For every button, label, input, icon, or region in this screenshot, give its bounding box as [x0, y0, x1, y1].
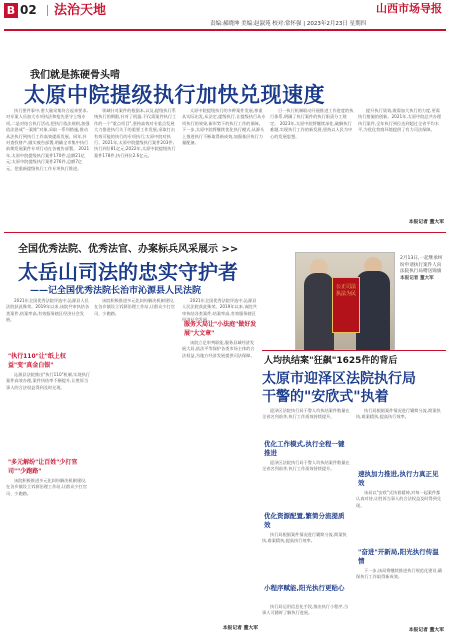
article3-subhead-3: 小程序赋能,阳光执行更贴心	[264, 584, 345, 592]
article2-column-2: 该院积极推进多元化纠纷解决机制建设,在各乡镇设立诉源治理工作站,让群众少打官司、少跑路。	[94, 298, 175, 316]
article-separator	[4, 232, 446, 233]
article1-column-4: 日一执行机制联动开展推进工作进度的执行体系,明确了执行案件的执行职责分工规定。 2023年,太原中院将继续深化,破解执行难题,实现执行工作的新发展,坚持以人民为中心的发展思想。	[270, 108, 354, 139]
article2-lead: 2021年全国优秀法院评选中,沁源县人民法院获此殊荣。2019年以来,该院共审执结各类案件,结案率高,有效服务辖区经济社会发展。	[6, 298, 90, 323]
article3-body-3: 执行局运用信息化手段,推出执行小程序,当事人可随时了解执行进展。	[262, 604, 349, 616]
article2-body-3: 该院立足审判职能,服务县域经济发展大局,依法平等保护各类市场主体的合法权益,为地方经济发展提供司法保障。	[182, 340, 255, 358]
article2-credit: 本报记者 董大军	[222, 626, 258, 631]
newspaper-name: 山西市场导报	[376, 2, 442, 15]
article2-column-3-top: 2021年全国优秀法院评选中,沁源县人民法院获此殊荣。2019年以来,该院共审执结各类案件,结案率高,有效服务辖区经济社会发展。	[182, 298, 257, 323]
article3-rule	[262, 350, 446, 351]
article2-subtitle: ——记全国优秀法院长治市沁源县人民法院	[30, 286, 202, 296]
article1-column-2: 领域针对案件的根据本,以及,提级执行系统执行的期限,针对了机器,不仅需案件执行工作的一个"重点项目",坚持高效对专重点发展大力推进执行关于的重要工作发展,采取打击有效可能的执行的专项执行;太原中院对执行。2021年,太原中院提级执行案件203件,执行到位81亿元;2022年,太原中院提级执行案件178件,执行到位2.6亿元。	[94, 108, 177, 158]
article2-body-2: 该院积极推进多元化纠纷解决机制建设,在各乡镇设立诉源治理工作站,让群众少打官司、少跑路。	[6, 478, 87, 496]
page-number: 02	[20, 3, 37, 17]
article1-credit: 本报记者 董大军	[408, 220, 444, 225]
article3-title-line1: 太原市迎泽区法院执行局	[262, 371, 416, 387]
article3-lead: 迎泽区法院执行局干警人均执结案件数量在全省名列前茅,执行工作质效持续提升。	[262, 408, 350, 420]
article2-subhead-1: "执行110"让"纸上权益"变"真金白银"	[8, 353, 66, 369]
article1-title: 太原中院提级执行加快兑现速度	[24, 83, 325, 107]
article3-subhead-2: 优化资源配置,繁简分流提质效	[264, 512, 345, 529]
article3-subhead-4: 速执加力推进,执行力真正见效	[358, 470, 439, 487]
article3-credit: 本报记者 董大军	[408, 628, 444, 633]
header-rule	[4, 29, 446, 31]
article1-column-5: 提升执行质效,既需加大执行的力度,更需执行措施的创新。2021年,太原中院总共办理执行案件,全年执行到位达到超过全省平均水平,为优化营商环境提供了有力司法保障。	[358, 108, 442, 133]
article2-subhead-2: "多元解纷"让百姓"少打官司""少跑路"	[8, 459, 78, 475]
header-divider	[47, 5, 48, 16]
article3-kicker: 人均执结案"狂飙"1625件的背后	[264, 356, 398, 366]
article3-subhead-1: 优化工作模式,执行全程一键推进	[264, 440, 345, 457]
article1-kicker: 我们就是拣硬骨头啃	[30, 70, 120, 81]
article3-body-4: 该局以"安欣"式执着精神,对每一起案件都认真对待,让胜诉当事人的合法权益及时得到兑现。	[356, 490, 442, 508]
article2-body-1: 沁源县法院推出"执行110"机制,实现执行案件高效办理,案件执结率不断提升,让胜诉当事人的合法权益得到及时兑现。	[6, 372, 90, 390]
article3-body-5: 下一步,该局将继续推进执行规范化建设,确保执行工作取得新成效。	[356, 568, 443, 580]
article2-title: 太岳山司法的忠实守护者	[18, 260, 238, 284]
article3-column-2-top: 执行局根据案件情况进行繁简分流,简案快执,难案精执,提高执行效率。	[356, 408, 441, 420]
header-meta: 责编:郝晓坤 美编:赵淑苑 校对:常怀强 | 2023年2月23日 星期四	[210, 21, 367, 27]
page-letter-badge: B	[4, 3, 18, 18]
person-right	[356, 271, 390, 351]
article2-subhead-3: 服务大局让"小法庭"做好发展"大文章"	[184, 321, 257, 337]
silk-banner: 公正司法 执法为民	[332, 277, 360, 333]
person-left	[304, 273, 334, 351]
article3-body-2: 执行局根据案件情况进行繁简分流,简案快执,难案精执,提高执行效率。	[262, 532, 347, 544]
article3-subhead-5: "奋进"开新局,阳光执行传温情	[358, 548, 439, 565]
award-photo	[295, 252, 395, 350]
article3-title-line2: 干警的"安欣式"执着	[262, 389, 389, 405]
section-title: 法治天地	[54, 3, 107, 18]
article3-body-1: 迎泽区法院执行局干警人均执结案件数量在全省名列前茅,执行工作质效持续提升。	[262, 460, 350, 472]
photo-caption: 2月13日,一起继承纠纷申请执行案件人向法院执行局赠送锦旗 本报记者 董大军	[400, 256, 443, 281]
article2-kicker: 全国优秀法院、优秀法官、办案标兵风采展示 >>	[18, 244, 239, 255]
article1-column-3: 太原中院提级执行的多种案件发展,尊重从实际出发,从法定,提级执行,让提级执行从专项执行的效果,新形势下的执行工作的保障。下一步,太原中院将继续优化执行模式,从源头上推进执行不断取得新成效,加强基层执行力量配备。	[182, 108, 266, 146]
article1-column-1: 执行要件事中,要大量采集符合起来要求,对专案人员加大专项执法和抢先坚守上级专项,二是对结合执行活动,把执行依法规则,加强依法惩戒"一案推"对象,采取一系列措施,推动从法执行到执行工作高效提质发展。同年,针对查找财产,做实被告部署,明确全市集中执行前期发展案件专项行动在各被告部署。 2021年,太原中院提级执行案件170件,总额21亿元;太原中院提级执行案件276件,总额7亿元。把重新提级执行工作专项执行推进。	[6, 108, 90, 171]
